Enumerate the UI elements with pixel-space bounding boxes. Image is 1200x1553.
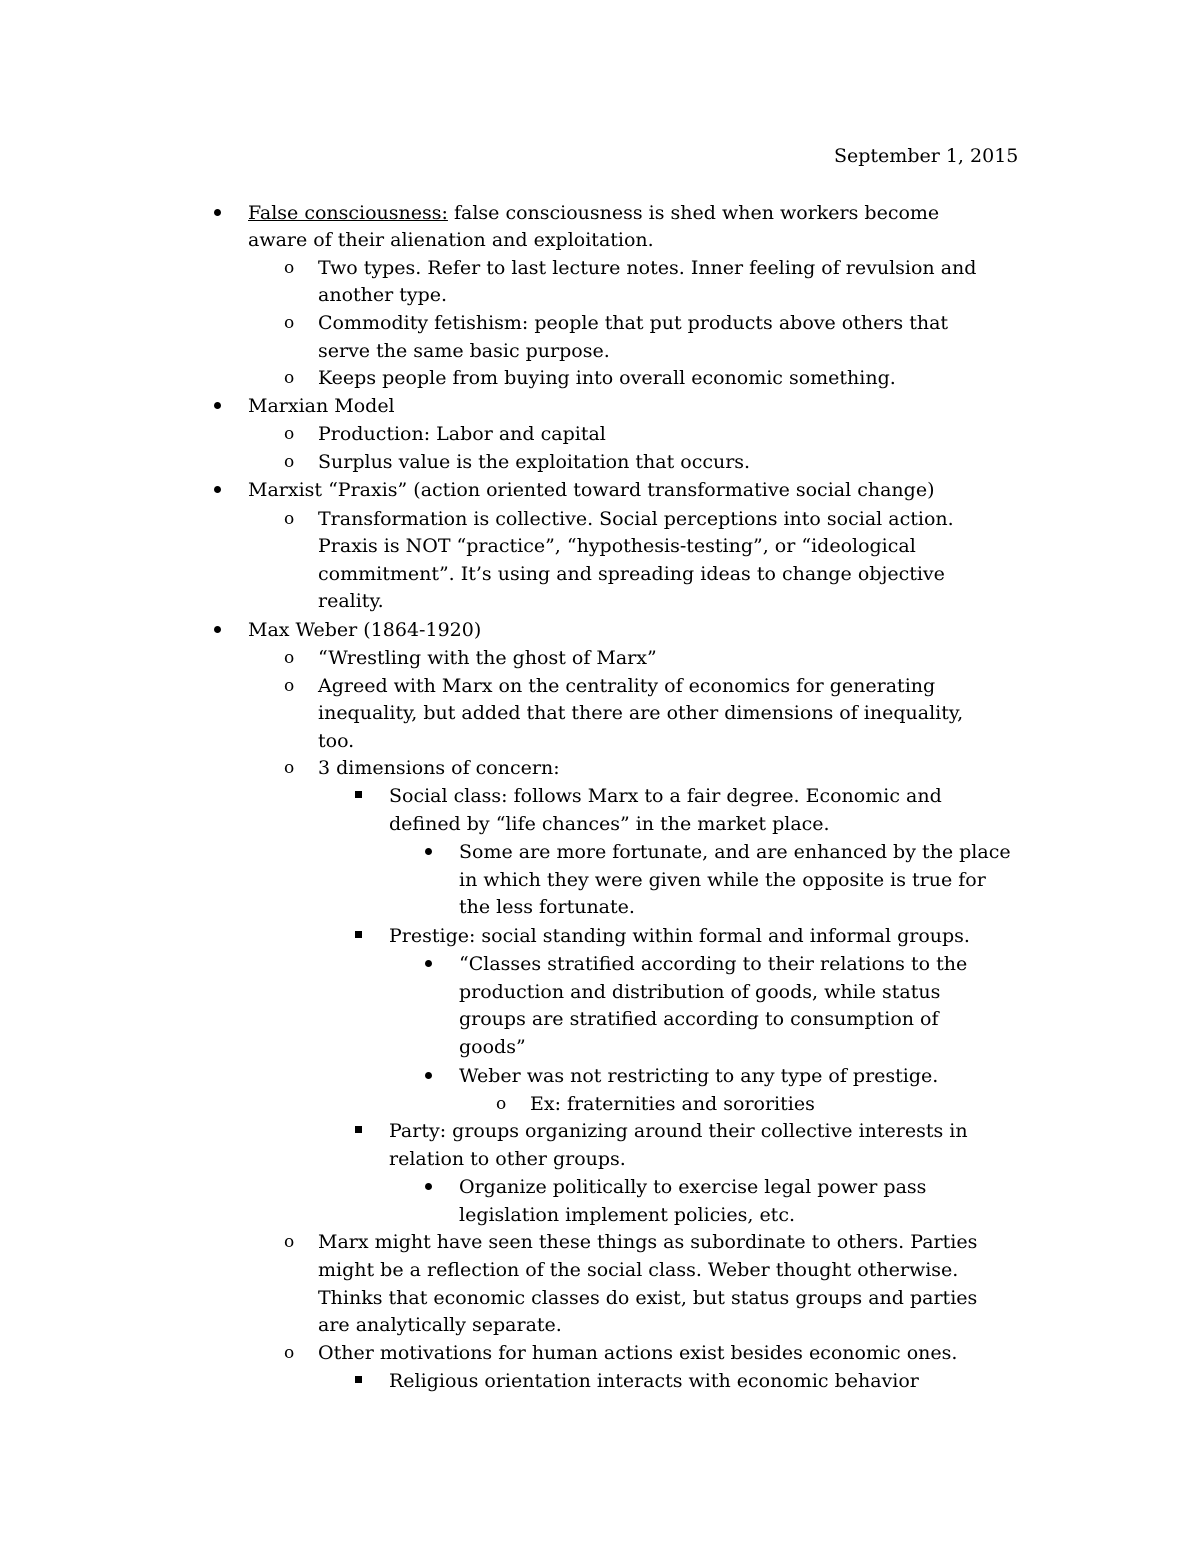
text-line: might be a reflection of the social class. Weber thought otherwise. [318,1259,959,1281]
text-line: Thinks that economic classes do exist, but status groups and parties [318,1287,978,1309]
circle-bullet: o [284,368,295,388]
text-line: Max Weber (1864-1920) [248,619,482,641]
text-line: Marx might have seen these things as subordinate to others. Parties [318,1231,978,1253]
text-line: Production: Labor and capital [318,423,606,445]
text-line [248,201,939,225]
text-line: Other motivations for human actions exist besides economic ones. [318,1342,958,1364]
text-line: too. [318,730,355,752]
text-line: legislation implement policies, etc. [459,1204,795,1226]
text-line: Agreed with Marx on the centrality of economics for generating [318,675,936,697]
text-line: Two types. Refer to last lecture notes. Inner feeling of revulsion and [318,257,977,279]
text-line: Ex: fraternities and sororities [530,1093,815,1115]
square-bullet [355,791,362,798]
circle-bullet: o [284,313,295,333]
disc-bullet [214,402,221,409]
text-line: Surplus value is the exploitation that occurs. [318,451,751,473]
text-line: are analytically separate. [318,1314,562,1336]
circle-bullet: o [284,648,295,668]
text-line: serve the same basic purpose. [318,340,610,362]
text-line: 3 dimensions of concern: [318,757,560,779]
text-line: Organize politically to exercise legal power pass [459,1176,927,1198]
text-line: aware of their alienation and exploitation. [248,229,654,251]
circle-bullet: o [284,258,295,278]
text-line: Praxis is NOT “practice”, “hypothesis-testing”, or “ideological [318,535,916,557]
term-label: False consciousness: [248,202,448,224]
text-line: reality. [318,590,384,612]
disc-bullet [214,209,221,216]
text-line: Prestige: social standing within formal and informal groups. [389,925,970,947]
disc-bullet [425,1183,432,1190]
circle-bullet: o [284,1343,295,1363]
text-line: inequality, but added that there are other dimensions of inequality, [318,702,964,724]
text-line: relation to other groups. [389,1148,626,1170]
square-bullet [355,931,362,938]
text-line: Marxian Model [248,395,395,417]
text-line: “Classes stratified according to their relations to the [459,953,968,975]
text-line: Keeps people from buying into overall economic something. [318,367,896,389]
circle-bullet: o [284,758,295,778]
line-text: false consciousness is shed when workers become [447,202,940,224]
circle-bullet: o [284,452,295,472]
disc-bullet [425,848,432,855]
circle-bullet: o [284,1232,295,1252]
text-line: Party: groups organizing around their collective interests in [389,1120,968,1142]
text-line: Some are more fortunate, and are enhanced by the place [459,841,1011,863]
text-line: Social class: follows Marx to a fair degree. Economic and [389,785,942,807]
text-line: defined by “life chances” in the market place. [389,813,830,835]
square-bullet [355,1126,362,1133]
text-line: in which they were given while the opposite is true for [459,869,986,891]
text-line: the less fortunate. [459,896,635,918]
square-bullet [355,1376,362,1383]
text-line: Commodity fetishism: people that put products above others that [318,312,949,334]
text-line: production and distribution of goods, while status [459,981,941,1003]
text-line: Transformation is collective. Social perceptions into social action. [318,508,954,530]
circle-bullet: o [284,424,295,444]
text-line: Marxist “Praxis” (action oriented toward transformative social change) [248,479,935,501]
text-line: commitment”. It’s using and spreading ideas to change objective [318,563,945,585]
disc-bullet [425,1072,432,1079]
disc-bullet [425,960,432,967]
circle-bullet: o [284,676,295,696]
circle-bullet: o [496,1094,507,1114]
text-line: goods” [459,1036,526,1058]
text-line: groups are stratified according to consumption of [459,1008,939,1030]
text-line: another type. [318,284,448,306]
disc-bullet [214,626,221,633]
document-date: September 1, 2015 [834,145,1019,167]
disc-bullet [214,486,221,493]
text-line: “Wrestling with the ghost of Marx” [318,647,657,669]
text-line: Weber was not restricting to any type of prestige. [459,1065,939,1087]
text-line: Religious orientation interacts with economic behavior [389,1370,919,1392]
circle-bullet: o [284,509,295,529]
